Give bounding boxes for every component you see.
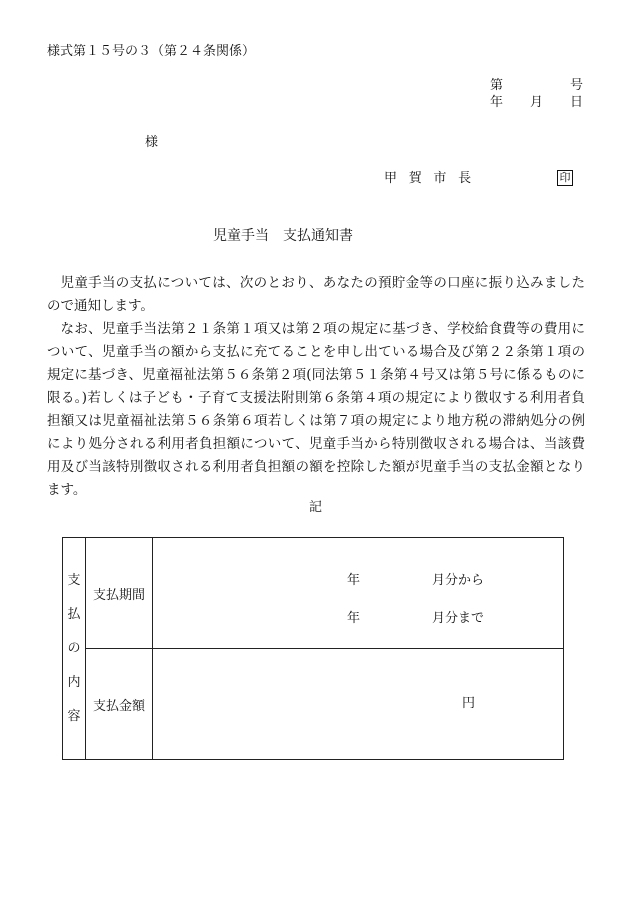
- period-value-cell: [153, 538, 564, 649]
- document-title: [213, 228, 353, 244]
- side-label-char: 容: [67, 708, 81, 724]
- date-year: 年: [490, 95, 504, 110]
- body-text: [47, 272, 585, 502]
- body-paragraph-2: なお、児童手当法第２１条第１項又は第２項の規定に基づき、学校給食費等の費用について、児童手当の額から支払に充てることを申し出ている場合及び第２２条第１項の規定に基づき、児童福祉法第５６条第２項(同法第５１条第４号又は第５号に係るものに限る。)若しくは子ども・子育て支援法附則第６条第４項の規定により徴収する利用者負担額又は児童福祉法第５６条第６項若しくは第７項の規定により地方税の滞納処分の例により処分される利用者負担額について、児童手当から特別徴収される場合は、当該費用及び当該特別徴収される利用者負担額の額を控除した額が児童手当の支払金額となります。: [47, 321, 585, 498]
- date-day: 日: [570, 95, 584, 110]
- ki-heading: 記: [309, 500, 323, 515]
- body-paragraph-1: 児童手当の支払については、次のとおり、あなたの預貯金等の口座に振り込みましたので通知します。: [47, 275, 585, 314]
- form-number: 様式第１５号の３（第２４条関係）: [47, 44, 256, 59]
- payment-table: [62, 537, 564, 760]
- date-month: 月: [530, 95, 544, 110]
- period-label: 支払期間: [86, 538, 153, 649]
- sender-name: 甲賀市長: [384, 171, 483, 186]
- title-part-1: 児童手当: [213, 228, 269, 244]
- period-from-suffix: 月分から: [432, 573, 485, 588]
- seal-stamp: 印: [557, 170, 573, 186]
- side-label-char: 支: [67, 572, 81, 588]
- document-number-prefix: 第: [490, 78, 504, 93]
- title-part-2: 支払通知書: [283, 228, 353, 244]
- recipient-honorific: 様: [145, 135, 159, 150]
- document-number-suffix: 号: [570, 78, 584, 93]
- payment-details-label: [63, 538, 86, 760]
- period-from-year: 年: [347, 573, 361, 588]
- period-to-year: 年: [347, 611, 361, 626]
- amount-label: 支払金額: [86, 649, 153, 760]
- side-label-char: の: [67, 640, 81, 656]
- amount-value-cell: [153, 649, 564, 760]
- period-to-suffix: 月分まで: [432, 611, 485, 626]
- amount-unit: 円: [462, 696, 476, 711]
- side-label-char: 内: [67, 674, 81, 690]
- side-label-char: 払: [67, 606, 81, 622]
